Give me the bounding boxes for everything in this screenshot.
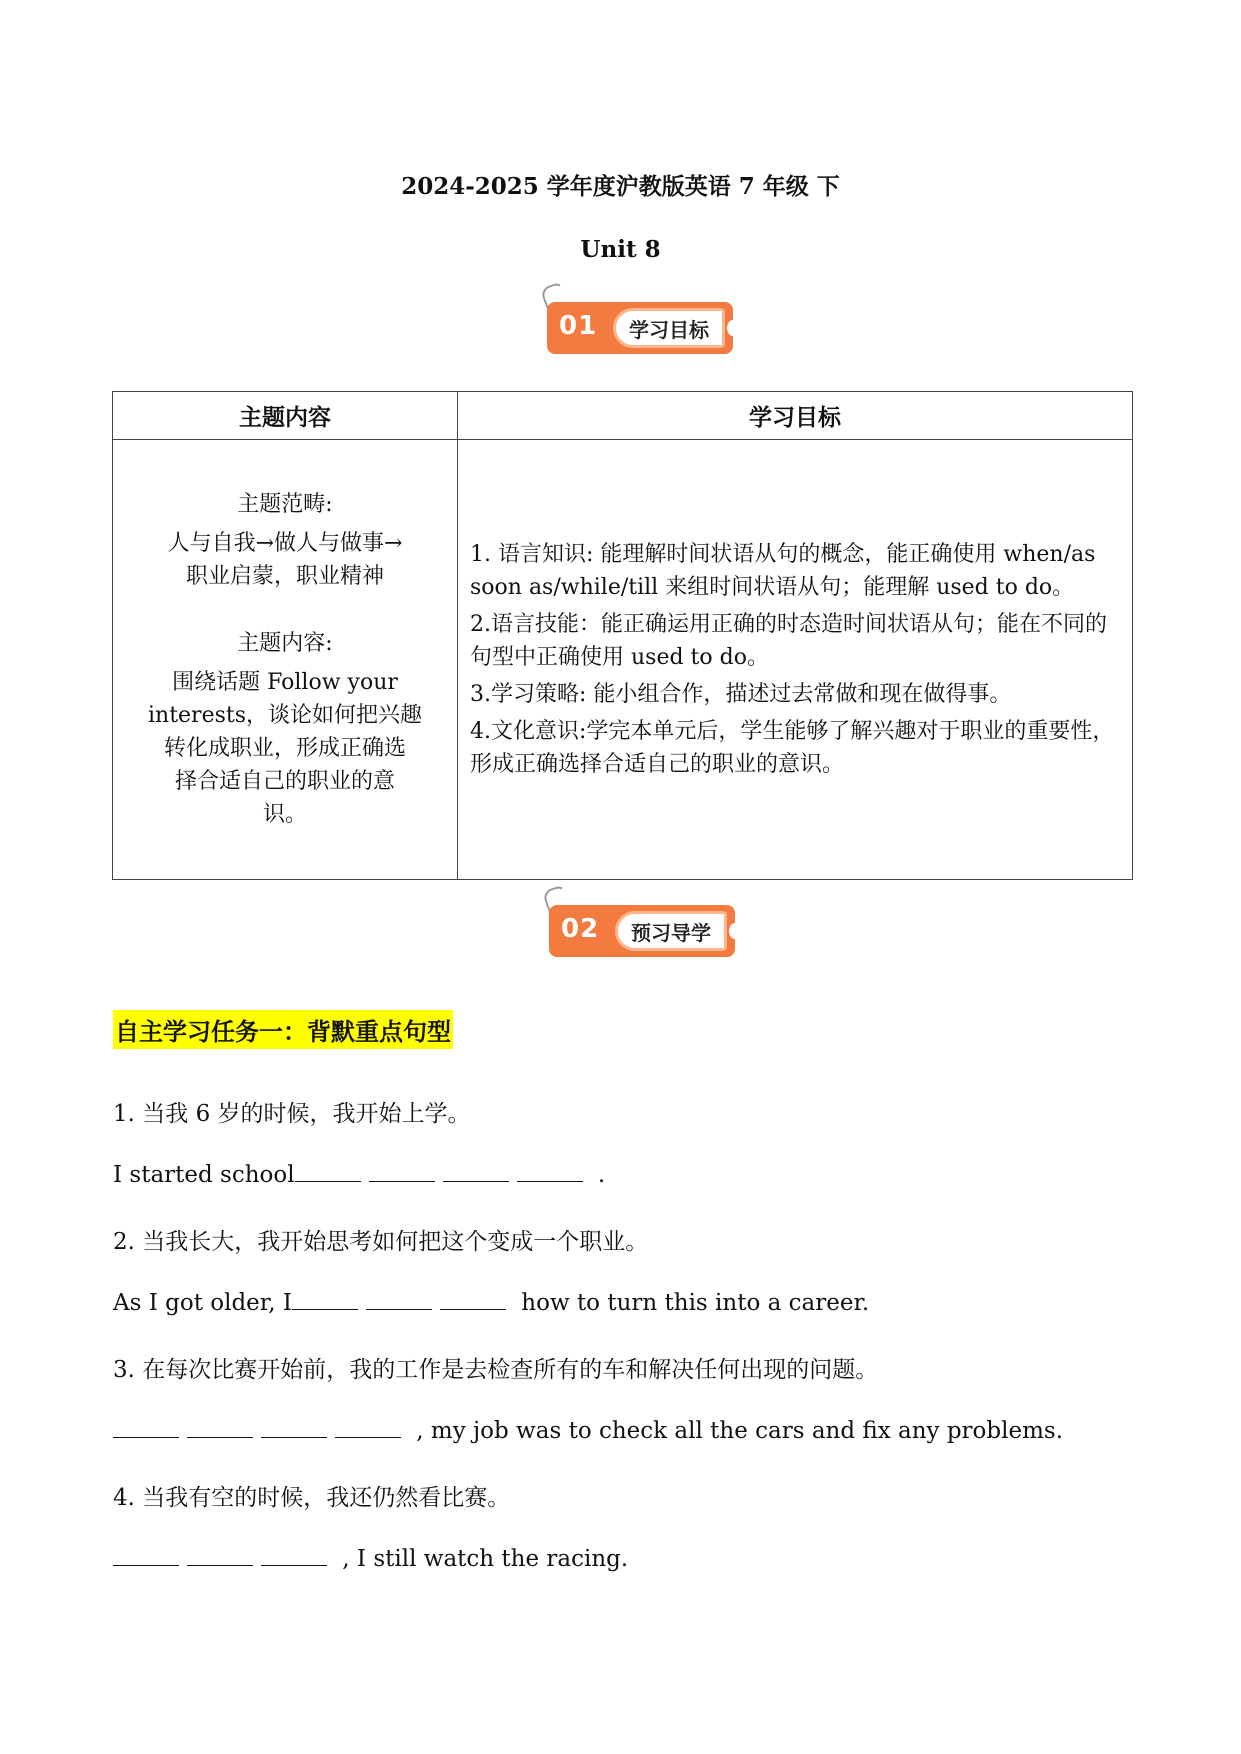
badge-number: 02 — [561, 914, 600, 944]
category-line: 职业启蒙，职业精神 — [185, 564, 384, 589]
answer-blank[interactable] — [366, 1289, 432, 1310]
answer-prefix: As I got older, I — [113, 1290, 292, 1316]
question-cn: 3. 在每次比赛开始前，我的工作是去检查所有的车和解决任何出现的问题。 — [113, 1357, 879, 1383]
table-header-topic: 主题内容 — [113, 392, 458, 440]
badge-label: 学习目标 — [613, 308, 725, 348]
answer-blank[interactable] — [440, 1289, 506, 1310]
answer-line — [113, 1289, 869, 1316]
objectives-table — [112, 391, 1133, 880]
content-line: interests，谈论如何把兴趣 — [147, 703, 423, 728]
badge-number: 01 — [559, 311, 598, 341]
answer-prefix: I started school — [113, 1162, 295, 1188]
goal-item: 2.语言技能：能正确运用正确的时态造时间状语从句；能在不同的句型中正确使用 used to do。 — [470, 612, 1107, 670]
answer-line — [113, 1417, 1063, 1444]
answer-blank[interactable] — [261, 1417, 327, 1438]
badge-label: 预习导学 — [615, 911, 727, 951]
table-header-goals: 学习目标 — [458, 392, 1133, 440]
unit-title: Unit 8 — [580, 236, 661, 263]
answer-blank[interactable] — [261, 1545, 327, 1566]
content-line: 择合适自己的职业的意 — [174, 769, 395, 794]
goal-item: 3.学习策略: 能小组合作，描述过去常做和现在做得事。 — [470, 682, 1012, 707]
question-cn: 4. 当我有空的时候，我还仍然看比赛。 — [113, 1485, 511, 1511]
answer-line — [113, 1161, 605, 1188]
answer-blank[interactable] — [517, 1161, 583, 1182]
answer-blank[interactable] — [369, 1161, 435, 1182]
answer-blank[interactable] — [113, 1545, 179, 1566]
answer-blank[interactable] — [335, 1417, 401, 1438]
answer-blank[interactable] — [292, 1289, 358, 1310]
content-label: 主题内容: — [237, 631, 333, 656]
section-badge-preview — [549, 905, 735, 957]
category-label: 主题范畴: — [237, 492, 333, 517]
content-line: 围绕话题 Follow your — [172, 670, 398, 695]
goal-item: 1. 语言知识: 能理解时间状语从句的概念，能正确使用 when/as soon as/while/till 来组时间状语从句；能理解 used to do。 — [470, 542, 1096, 600]
topic-cell — [113, 440, 458, 880]
content-line: 识。 — [262, 802, 307, 827]
question-cn: 1. 当我 6 岁的时候，我开始上学。 — [113, 1101, 471, 1127]
answer-blank[interactable] — [295, 1161, 361, 1182]
answer-suffix: , my job was to check all the cars and fix any problems. — [409, 1418, 1064, 1444]
answer-blank[interactable] — [187, 1417, 253, 1438]
answer-suffix: how to turn this into a career. — [513, 1290, 870, 1316]
answer-blank[interactable] — [443, 1161, 509, 1182]
section-badge-objectives — [547, 302, 733, 354]
question-cn: 2. 当我长大，我开始思考如何把这个变成一个职业。 — [113, 1229, 649, 1255]
task-title: 自主学习任务一：背默重点句型 — [113, 1010, 453, 1049]
answer-suffix: . — [590, 1162, 606, 1188]
goal-item: 4.文化意识:学完本单元后，学生能够了解兴趣对于职业的重要性，形成正确选择合适自己的职业的意识。 — [470, 719, 1115, 777]
document-title: 2024-2025 学年度沪教版英语 7 年级 下 — [401, 173, 840, 200]
category-line: 人与自我→做人与做事→ — [167, 531, 403, 556]
content-line: 转化成职业，形成正确选 — [163, 736, 406, 761]
answer-line — [113, 1545, 628, 1572]
answer-blank[interactable] — [113, 1417, 179, 1438]
goals-cell — [458, 440, 1133, 880]
answer-suffix: , I still watch the racing. — [335, 1546, 629, 1572]
answer-blank[interactable] — [187, 1545, 253, 1566]
